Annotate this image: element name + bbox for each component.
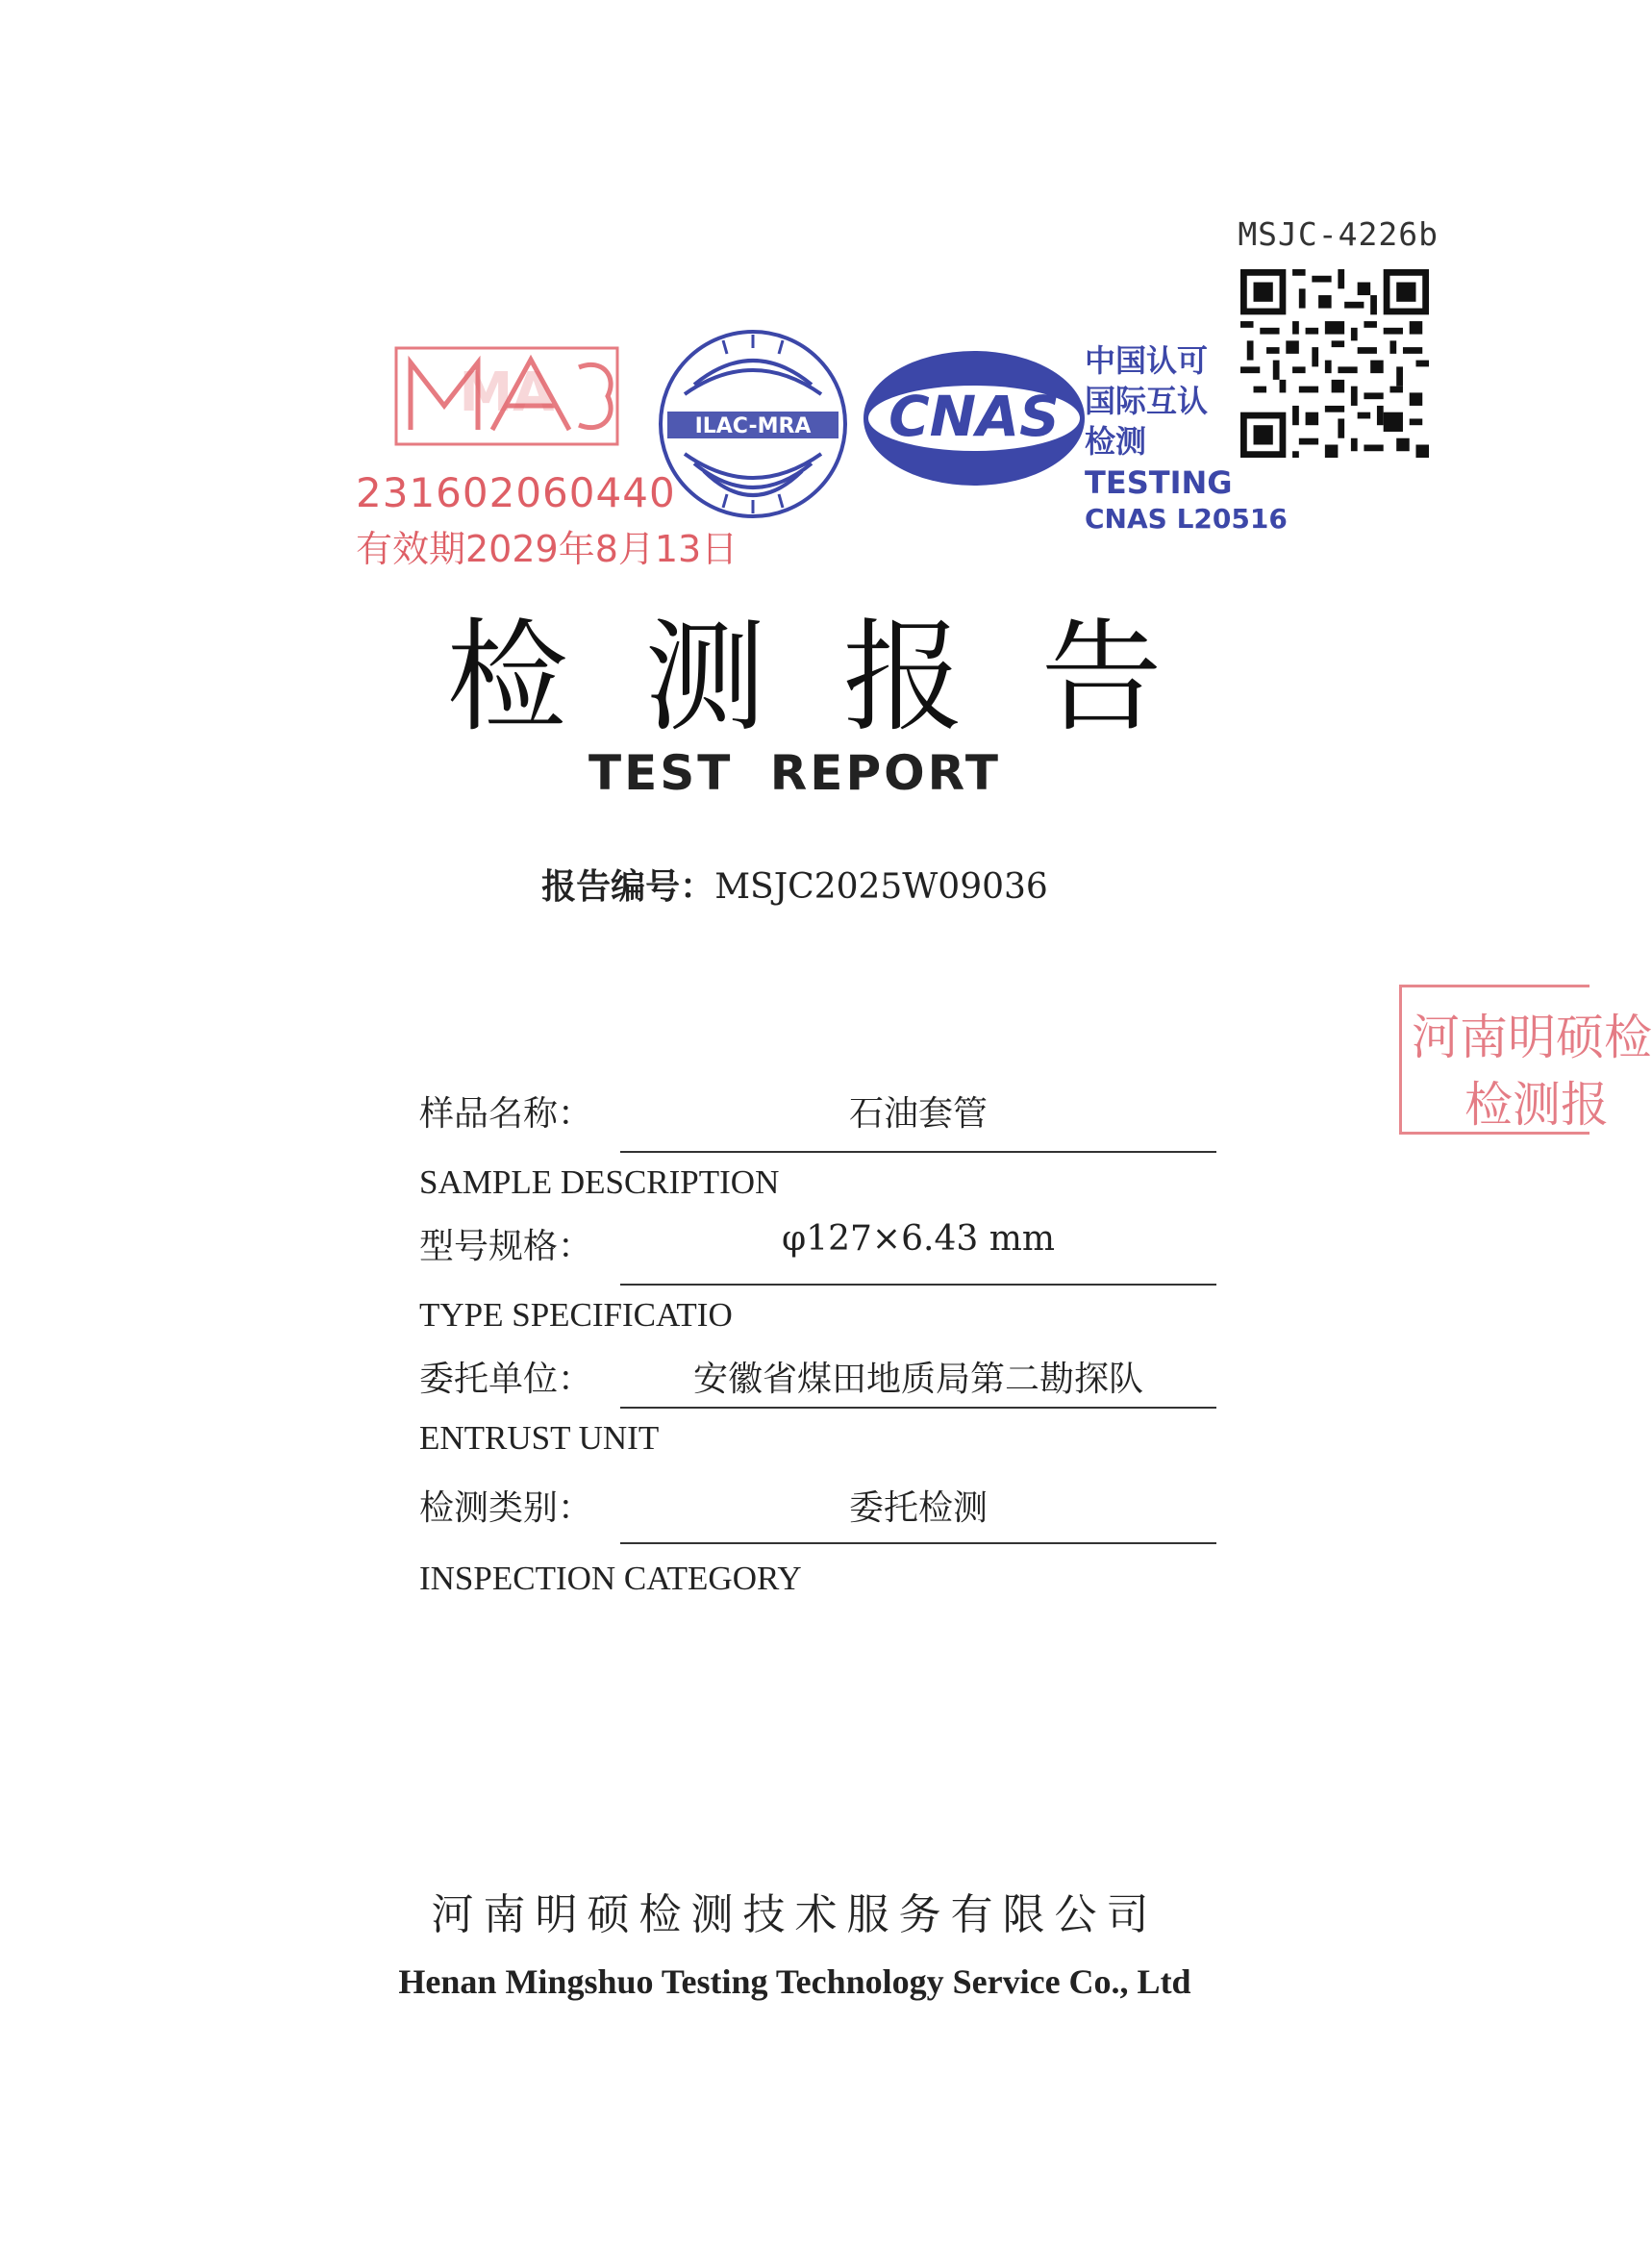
field-value: 石油套管 xyxy=(848,1094,988,1134)
field-label: 型号规格： xyxy=(419,1227,593,1266)
field-underline xyxy=(620,1542,1216,1544)
field-label: 样品名称： xyxy=(419,1094,593,1134)
company-name-en: Henan Mingshuo Testing Technology Service Co., Ltd xyxy=(398,1962,1191,2001)
report-number xyxy=(0,860,1589,909)
svg-text:MA: MA xyxy=(459,362,555,424)
field-underline xyxy=(620,1284,1216,1286)
company-stamp xyxy=(1399,985,1652,1135)
report-title-cn: 检测报告 xyxy=(446,607,1239,748)
cma-number: 231602060440 xyxy=(356,469,676,516)
cma-logo xyxy=(377,338,637,454)
cnas-cn-line2: 国际互认 xyxy=(1085,383,1209,419)
ilac-mra-seal xyxy=(656,327,850,521)
field-label-en: SAMPLE DESCRIPTION xyxy=(419,1163,780,1201)
cnas-cn-line3: 检测 xyxy=(1085,423,1147,460)
cnas-logo xyxy=(859,346,1089,490)
field-label-en: ENTRUST UNIT xyxy=(419,1419,660,1457)
cma-validity: 有效期2029年8月13日 xyxy=(356,528,738,570)
field-label-en: TYPE SPECIFICATIO xyxy=(419,1296,733,1334)
field-label: 检测类别： xyxy=(419,1488,593,1528)
field-label: 委托单位： xyxy=(419,1360,593,1399)
field-value: 委托检测 xyxy=(848,1488,988,1528)
cnas-accreditation-text xyxy=(1085,340,1288,537)
field-value: φ127×6.43 mm xyxy=(782,1219,1055,1259)
svg-text:CNAS: CNAS xyxy=(889,384,1060,449)
report-number-value: MSJC2025W09036 xyxy=(714,867,1048,907)
report-title-en: TEST REPORT xyxy=(588,745,1001,801)
field-label-en: INSPECTION CATEGORY xyxy=(419,1560,802,1597)
cnas-cn-line1: 中国认可 xyxy=(1085,342,1209,379)
cnas-testing: TESTING xyxy=(1085,464,1233,501)
field-underline xyxy=(620,1151,1216,1153)
document-code: MSJC-4226b xyxy=(1238,215,1439,253)
svg-text:ILAC-MRA: ILAC-MRA xyxy=(694,414,812,438)
stamp-line2: 检测报 xyxy=(1464,1077,1609,1133)
field-value: 安徽省煤田地质局第二勘探队 xyxy=(692,1360,1143,1399)
cnas-code: CNAS L20516 xyxy=(1085,503,1288,535)
report-number-label: 报告编号： xyxy=(541,867,715,907)
stamp-line1: 河南明硕检 xyxy=(1412,1010,1652,1065)
company-name-cn: 河南明硕检测技术服务有限公司 xyxy=(431,1890,1159,1939)
field-underline xyxy=(620,1407,1216,1409)
